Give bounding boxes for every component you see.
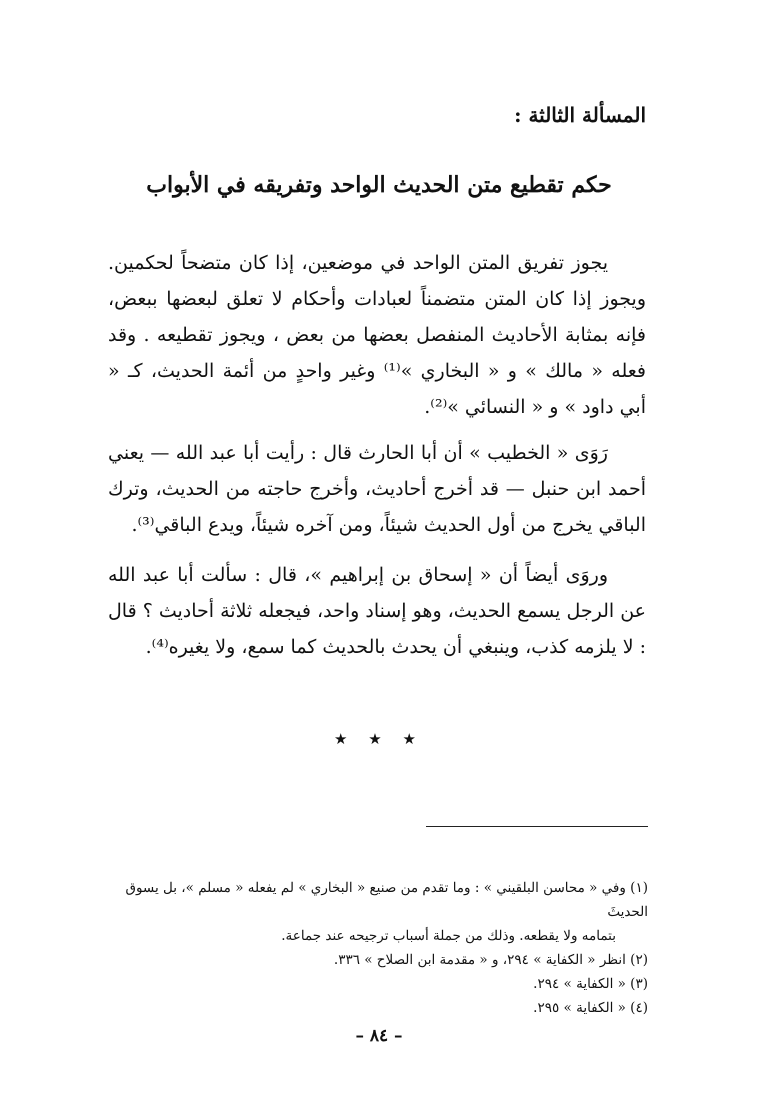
section-title: حكم تقطيع متن الحديث الواحد وتفريقه في الأبواب [146, 172, 612, 198]
footnote-1-continuation: بتمامه ولا يقطعه. وذلك من جملة أسباب ترجيحه عند جماعة. [281, 928, 616, 944]
paragraph-3-text: وروَى أيضاً أن « إسحاق بن إبراهيم »، قال : سألت أبا عبد الله عن الرجل يسمع الحديث، وهو إسناد واحد، فيجعله ثلاثة أحاديث ؟ قال : لا يلزمه كذب، وينبغي أن يحدث بالحديث كما سمع، ولا يغيره⁽⁴⁾. [108, 564, 646, 658]
footnote-4: (٤) « الكفاية » ٢٩٥. [533, 1000, 648, 1016]
paragraph-2-text: رَوَى « الخطيب » أن أبا الحارث قال : رأيت أبا عبد الله — يعني أحمد ابن حنبل — قد أخرج أحاديث، وأخرج حاجته من الحديث، وترك الباقي يخرج من أول الحديث شيئاً، ومن آخره شيئاً، ويدع الباقي⁽³⁾. [108, 442, 646, 536]
paragraph-1-text: يجوز تفريق المتن الواحد في موضعين، إذا كان متضحاً لحكمين. ويجوز إذا كان المتن متضمناً لعبادات وأحكام لا تعلق لبعضها ببعض، فإنه بمثابة الأحاديث المنفصل بعضها من بعض ، ويجوز تقطيعه . وقد فعله « مالك » و « البخاري »⁽¹⁾ وغير واحدٍ من أئمة الحديث، كـ « أبي داود » و « النسائي »⁽²⁾. [108, 252, 646, 418]
section-label: المسألة الثالثة : [514, 103, 646, 127]
paragraph-3 [108, 557, 646, 665]
section-divider-stars: ★ ★ ★ [334, 730, 424, 748]
page-number: – ٨٤ – [355, 1026, 403, 1046]
footnote-separator-rule [426, 826, 648, 827]
paragraph-1 [108, 245, 646, 425]
footnotes [108, 876, 648, 1020]
footnote-2: (٢) انظر « الكفاية » ٢٩٤، و « مقدمة ابن الصلاح » ٣٣٦. [333, 952, 648, 968]
footnote-1: (١) وفي « محاسن البلقيني » : وما تقدم من صنيع « البخاري » لم يفعله « مسلم »، بل يسوق الحديثَ [125, 880, 648, 920]
paragraph-2 [108, 435, 646, 543]
footnote-3: (٣) « الكفاية » ٢٩٤. [533, 976, 648, 992]
